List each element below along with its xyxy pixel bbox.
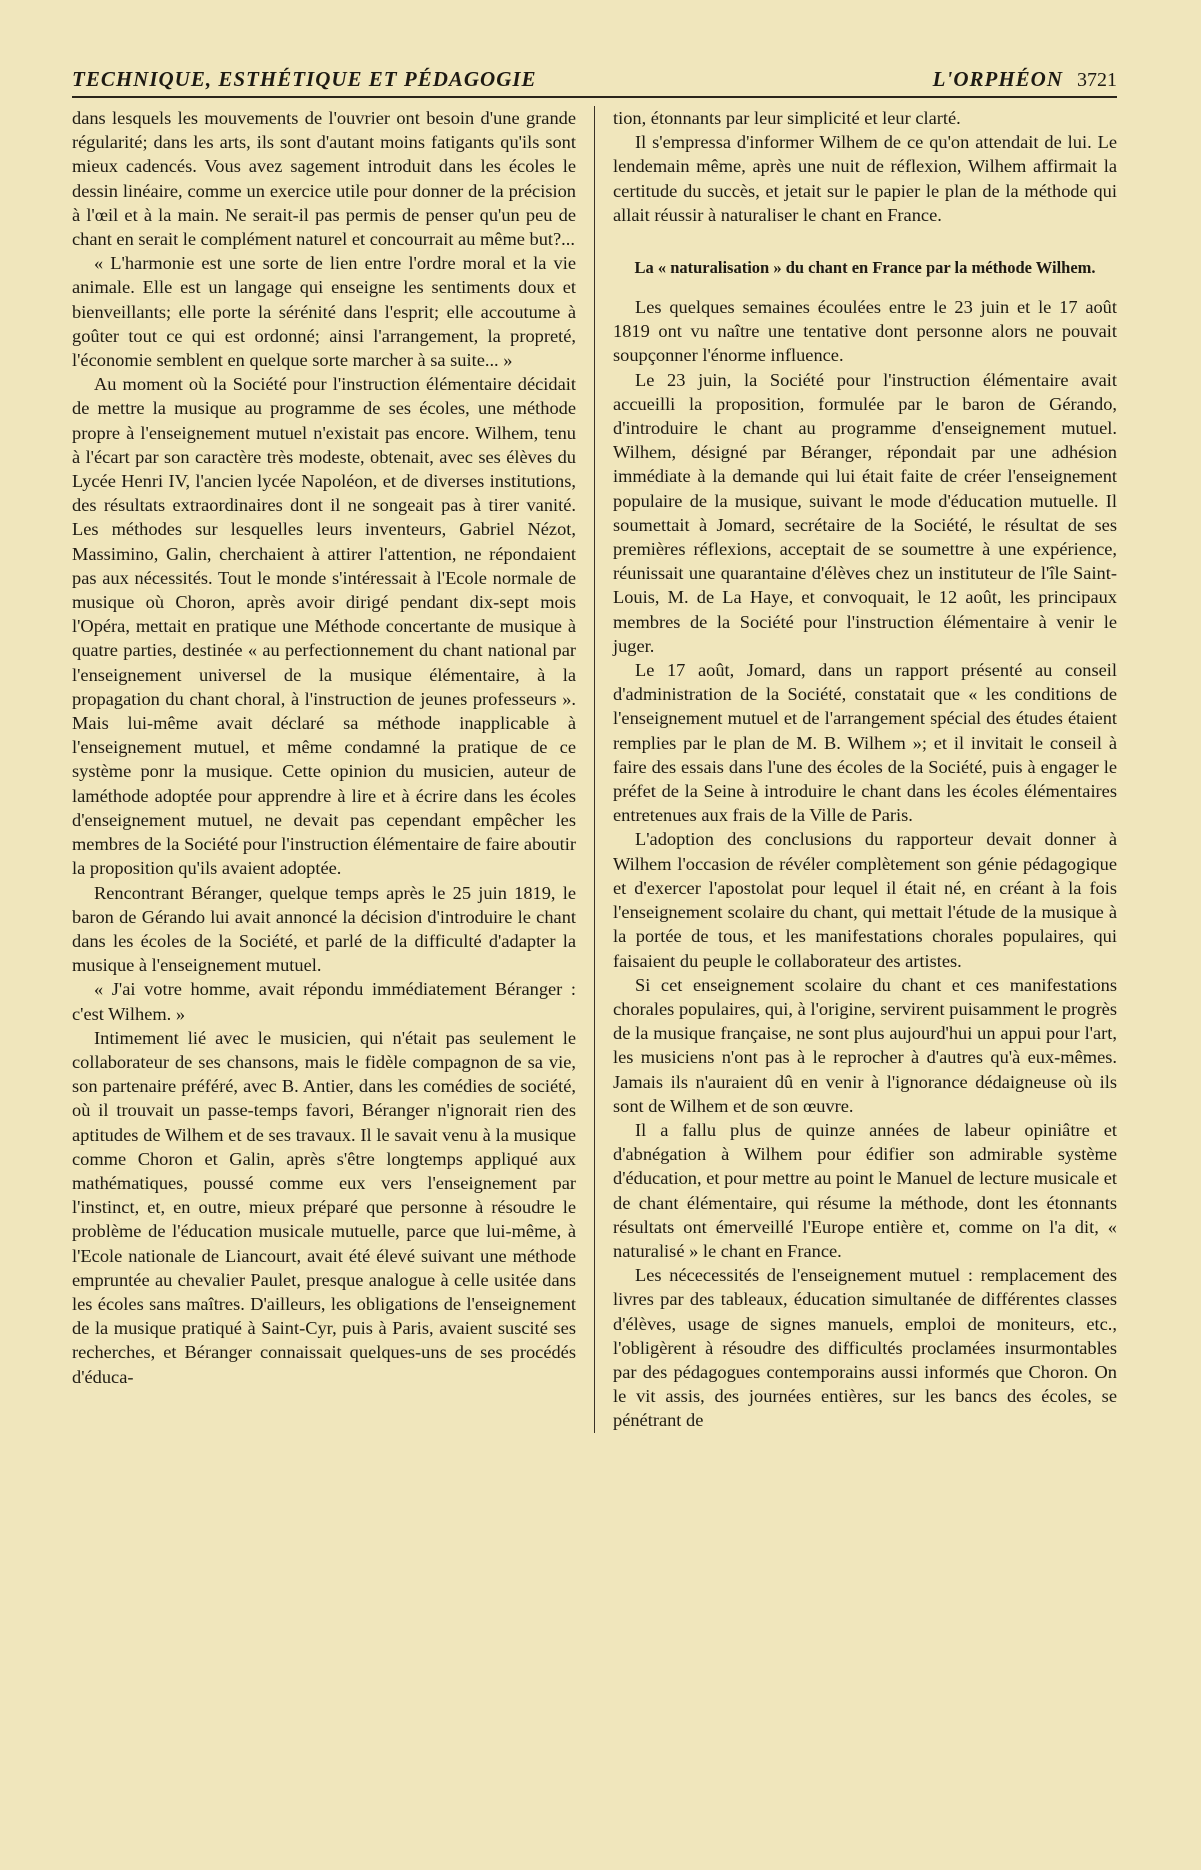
right-column — [594, 106, 1117, 1433]
header-right — [933, 67, 1117, 92]
paragraph: Le 17 août, Jomard, dans un rapport présenté au conseil d'administration de la Société, constatait que « les conditions de l'enseignement mutuel et de l'arrangement spécial des études étaient remplies par le plan de M. B. Wilhem »; et il invitait le conseil à faire des essais dans l'une des écoles de la Société, puis à engager le préfet de la Seine à introduire le chant dans les écoles élémentaires entretenues aux frais de la Ville de Paris. — [613, 660, 1117, 826]
paragraph: L'adoption des conclusions du rapporteur devait donner à Wilhem l'occasion de révéler complètement son génie pédagogique et d'exercer l'apostolat pour lequel il était né, en créant à la fois l'enseignement scolaire du chant, qui mettait l'étude de la musique à la portée de tous, et les manifestations chorales populaires, qui faisaient du peuple le collaborateur des artistes. — [613, 829, 1117, 971]
paragraph: Il a fallu plus de quinze années de labeur opiniâtre et d'abnégation à Wilhem pour édifier son admirable système d'éducation, et pour mettre au point le Manuel de lecture musicale et de chant élémentaire, qui résume la méthode, dont les étonnants résultats ont émerveillé l'Europe entière et, comme on l'a dit, « naturalisé » le chant en France. — [613, 1119, 1117, 1261]
paragraph: Intimement lié avec le musicien, qui n'était pas seulement le collaborateur de ses chansons, mais le fidèle compagnon de sa vie, son partenaire préféré, avec B. Antier, dans les comédies de société, où il trouvait un passe-temps favori, Béranger n'ignorait rien des aptitudes de Wilhem et de ses travaux. Il le savait venu à la musique comme Choron et Galin, après s'être longtemps appliqué aux mathématiques, poussé comme eux vers l'enseignement par l'instinct, et, en outre, mieux préparé que personne à résoudre le problème de l'éducation musicale mutuelle, parce que lui-même, à l'Ecole nationale de Liancourt, avait été élevé suivant une méthode empruntée au chevalier Paulet, presque analogue à celle usitée dans les écoles sans maîtres. D'ailleurs, les obligations de l'enseignement de la musique pratiqué à Saint-Cyr, puis à Paris, avaient suscité ses recherches, et Béranger connaissait quelques-uns de ses procédés d'éduca- — [72, 1027, 576, 1387]
paragraph: Au moment où la Société pour l'instruction élémentaire décidait de mettre la musique au programme de ses écoles, une méthode propre à l'enseignement mutuel n'existait pas encore. Wilhem, tenu à l'écart par son caractère très modeste, obtenait, avec ses élèves du Lycée Henri IV, l'ancien lycée Napoléon, et de diverses institutions, des résultats extraordinaires dont il ne songeait pas à tirer vanité. Les méthodes sur lesquelles leurs inventeurs, Gabriel Nézot, Massimino, Galin, cherchaient à attirer l'attention, ne répondaient pas aux nécessités. Tout le monde s'intéressait à l'Ecole normale de musique où Choron, après avoir dirigé pendant dix-sept mois l'Opéra, mettait en pratique une Méthode concertante de musique à quatre parties, destinée « au perfectionnement du chant national par l'enseignement universel de la musique élémentaire, à la propagation du chant choral, à l'instruction de jeunes professeurs ». Mais lui-même avait déclaré sa méthode inapplicable à l'enseignement mutuel, et même condamné la pratique de ce système ponr la musique. Cette opinion du musicien, auteur de laméthode adoptée pour apprendre à lire et à écrire dans les écoles d'enseignement mutuel, ne devait pas cependant empêcher les membres de la Société pour l'instruction élémentaire de faire aboutir la proposition qu'ils avaient adoptée. — [72, 374, 576, 879]
page-number: 3721 — [1077, 69, 1117, 91]
journal-title: L'ORPHÉON — [932, 67, 1063, 91]
paragraph: « J'ai votre homme, avait répondu immédiatement Béranger : c'est Wilhem. » — [72, 979, 576, 1024]
paragraph: Il s'empressa d'informer Wilhem de ce qu'on attendait de lui. Le lendemain même, après une nuit de réflexion, Wilhem affirmait la certitude du succès, et jetait sur le papier le plan de la méthode qui allait réussir à naturaliser le chant en France. — [613, 132, 1117, 225]
section-heading: La « naturalisation » du chant en France par la méthode Wilhem. — [634, 258, 1096, 278]
text-columns — [72, 106, 1117, 1433]
paragraph: tion, étonnants par leur simplicité et leur clarté. — [613, 108, 961, 128]
left-column — [72, 106, 594, 1433]
paragraph: « L'harmonie est une sorte de lien entre l'ordre moral et la vie animale. Elle est un langage qui enseigne les sentiments doux et bienveillants; elle porte la sérénité dans l'esprit; elle accoutume à goûter tout ce qui est ordonné; ainsi l'arrangement, la propreté, l'économie semblent en quelque sorte marcher à sa suite... » — [72, 253, 576, 371]
running-header — [72, 62, 1117, 98]
paragraph: Le 23 juin, la Société pour l'instruction élémentaire avait accueilli la proposition, formulée par le baron de Gérando, d'introduire le chant au programme d'enseignement mutuel. Wilhem, désigné par Béranger, répondait par une adhésion immédiate à la demande qui lui était faite de créer l'enseignement populaire de la musique, suivant le mode d'éducation mutuelle. Il soumettait à Jomard, secrétaire de la Société, le résultat de ses premières réflexions, acceptait de se soumettre à une expérience, réunissait une quarantaine d'élèves chez un instituteur de l'île Saint-Louis, M. de La Haye, et convoquait, le 12 août, les principaux membres de la Société pour l'instruction élémentaire à venir le juger. — [613, 369, 1117, 656]
paragraph: Rencontrant Béranger, quelque temps après le 25 juin 1819, le baron de Gérando lui avait annoncé la décision d'introduire le chant dans les écoles de la Société, et parlé de la difficulté d'adapter la musique à l'enseignement mutuel. — [72, 882, 576, 976]
paragraph: Si cet enseignement scolaire du chant et ces manifestations chorales populaires, qui, à l'origine, servirent puisamment le progrès de la musique française, ne sont plus aujourd'hui un appui pour l'art, les musiciens n'ont pas à le reprocher à d'autres qu'à eux-mêmes. Jamais ils n'auraient dû en venir à l'ignorance dédaigneuse où ils sont de Wilhem et de son œuvre. — [613, 974, 1117, 1116]
paragraph: dans lesquels les mouvements de l'ouvrier ont besoin d'une grande régularité; dans les arts, ils sont d'autant moins fatigants qu'ils sont mieux cadencés. Vous avez sagement introduit dans les écoles le dessin linéaire, comme un exercice utile pour donner de la précision à l'œil et à la main. Ne serait-il pas permis de penser qu'un peu de chant en serait le complément naturel et concourrait au même but?... — [72, 108, 576, 250]
header-section-title: TECHNIQUE, ESTHÉTIQUE ET PÉDAGOGIE — [72, 67, 537, 91]
paragraph: Les quelques semaines écoulées entre le 23 juin et le 17 août 1819 ont vu naître une tentative dont personne alors ne pouvait soupçonner l'énorme influence. — [613, 297, 1117, 366]
paragraph: Les nécecessités de l'enseignement mutuel : remplacement des livres par des tableaux, éducation simultanée de différentes classes d'élèves, usage de signes manuels, emploi de moniteurs, etc., l'obligèrent à résoudre des difficultés proclamées insurmontables par des pédagogues contemporains aussi informés que Choron. On le vit assis, des journées entières, sur les bancs des écoles, se pénétrant de — [613, 1265, 1117, 1431]
